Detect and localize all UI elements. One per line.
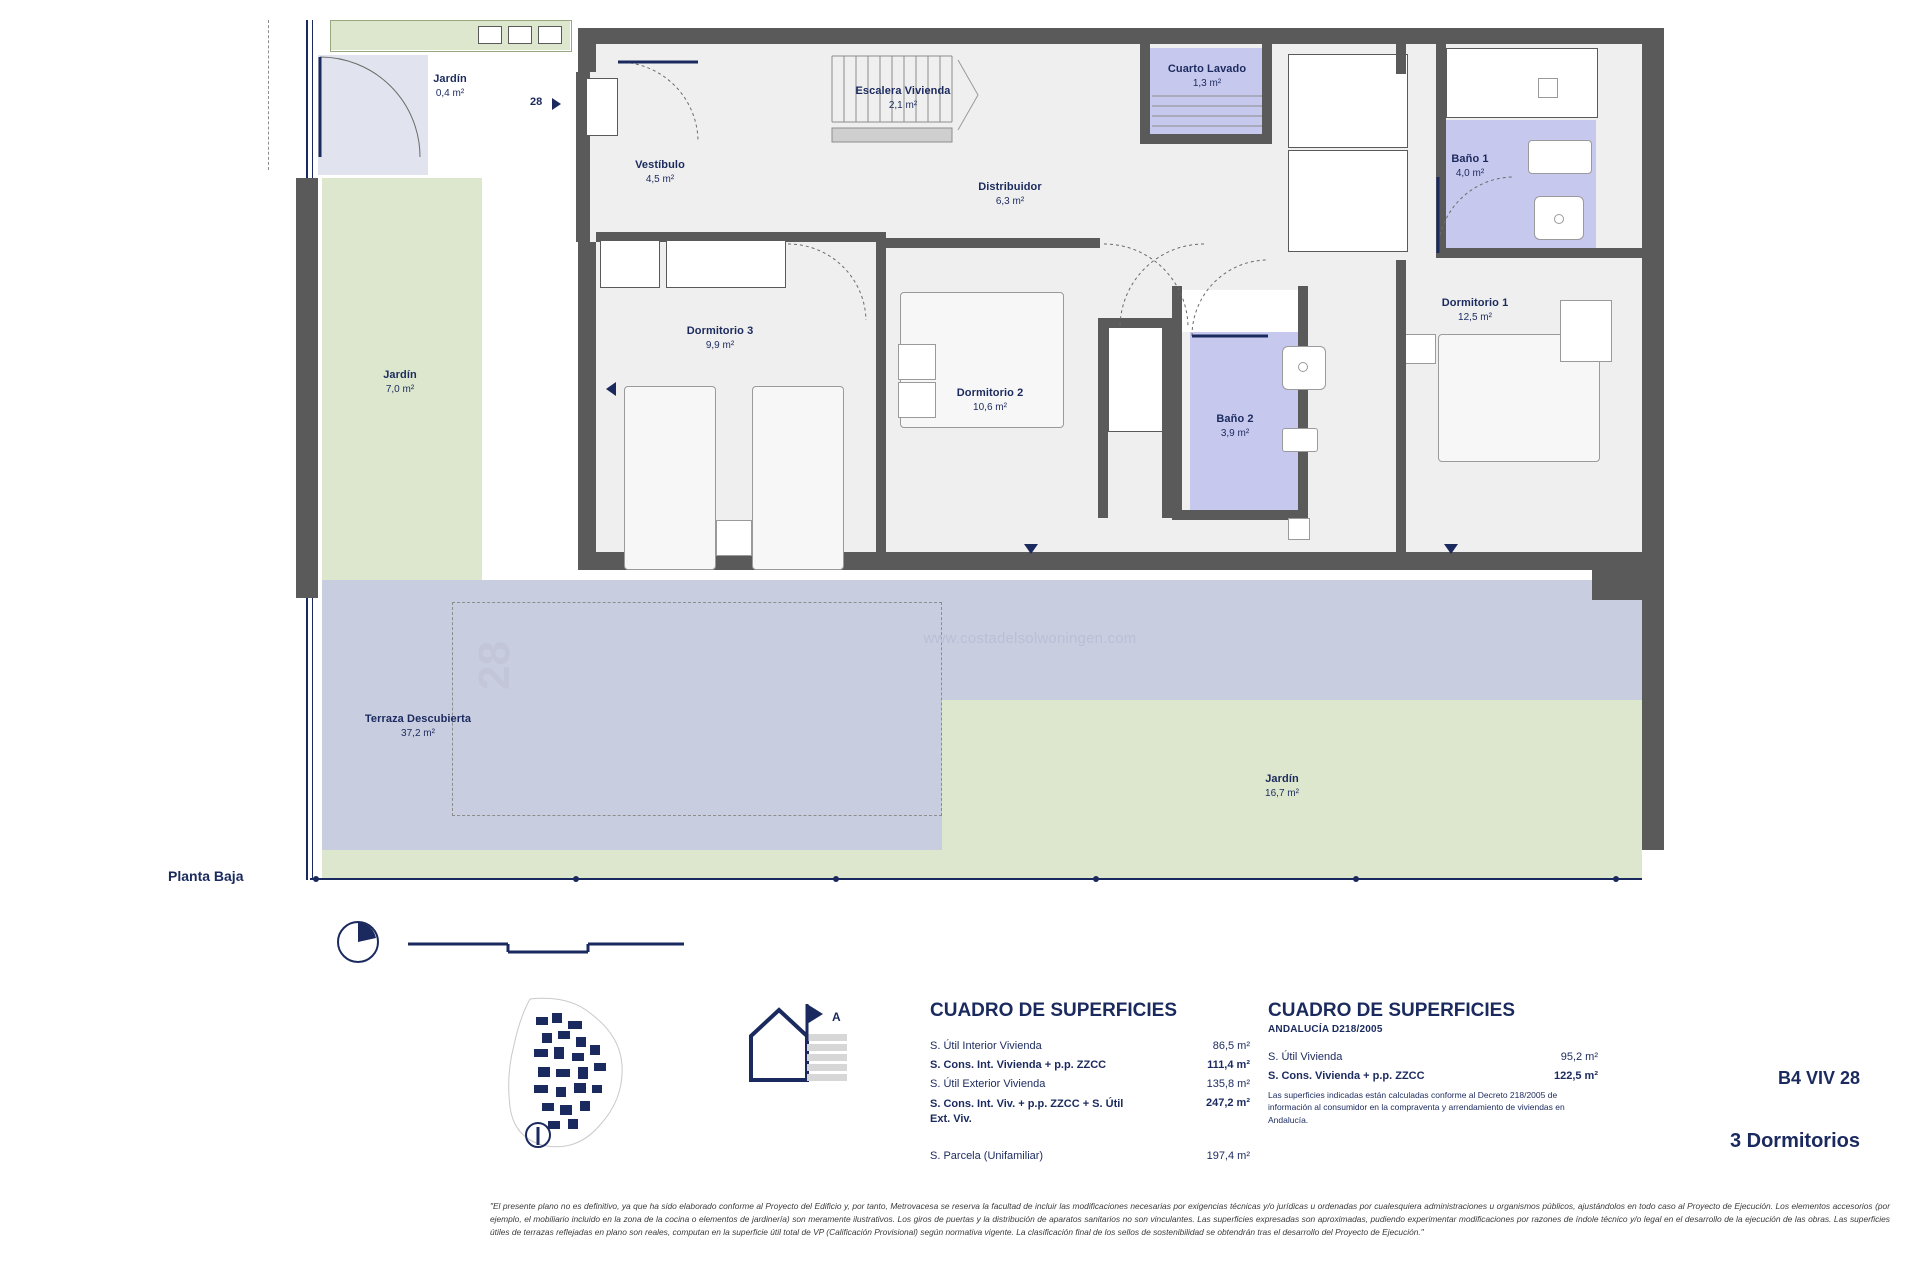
bedrooms-count: 3 Dormitorios (1729, 1130, 1860, 1152)
scale-bar (408, 938, 688, 954)
window-box-3 (538, 26, 562, 44)
room-area: 4,5 m² (645, 173, 675, 185)
room-label-jardin-left (340, 368, 460, 396)
unit-id: B4 VIV 28 (1777, 1068, 1860, 1088)
compass-icon (336, 920, 380, 964)
room-label-distribuidor (930, 180, 1090, 208)
window-marker-bedroom1-icon (1444, 544, 1458, 554)
unit-marker-label: 28 (530, 96, 543, 108)
bedroom1-wardrobe (1560, 300, 1612, 362)
bedroom1-nightstand-left (1404, 334, 1436, 364)
room-name: Cuarto Lavado (1167, 63, 1247, 75)
table-right-title: CUADRO DE SUPERFICIES (1268, 1000, 1516, 1021)
row-label: S. Útil Exterior Vivienda (930, 1078, 1046, 1090)
room-area: 3,9 m² (1220, 427, 1250, 439)
table-left-row (930, 1059, 1250, 1071)
table-left-row (930, 1040, 1250, 1052)
wall-entrance-left (296, 178, 318, 598)
row-label: S. Útil Interior Vivienda (930, 1040, 1042, 1052)
garden-small-outline (330, 20, 572, 52)
row-label: S. Cons. Int. Vivienda + p.p. ZZCC (930, 1059, 1107, 1071)
bedroom3-window-right (666, 240, 786, 288)
room-area: 2,1 m² (888, 99, 918, 111)
table-left-title: CUADRO DE SUPERFICIES (930, 1000, 1178, 1021)
vestibule-door-swing-icon (616, 60, 706, 150)
room-name: Dormitorio 1 (1441, 297, 1509, 309)
room-area: 7,0 m² (385, 383, 415, 395)
room-name: Jardín (383, 369, 417, 381)
room-name: Dormitorio 3 (686, 325, 754, 337)
bedroom2-nightstand-2 (898, 344, 936, 380)
wall-house-top (578, 28, 1664, 44)
wall-center-right-vertical-2 (1396, 44, 1406, 74)
bathroom1-upper-white (1446, 48, 1598, 118)
terrace-unit-number: 28 (470, 641, 519, 690)
room-area: 1,3 m² (1192, 77, 1222, 89)
table-right-note: Las superficies indicadas están calculadas conforme al Decreto 218/2005 de información al consumidor en la compraventa y arrendamiento de viviendas en Andalucía. (1268, 1090, 1565, 1125)
wall-bath2-right (1298, 286, 1308, 518)
window-box-2 (508, 26, 532, 44)
room-area: 9,9 m² (705, 339, 735, 351)
wall-closet-col-left (1098, 318, 1108, 518)
room-area: 16,7 m² (1265, 787, 1299, 799)
wall-closet-col-right (1162, 318, 1172, 518)
bathroom1-toilet (1538, 78, 1558, 98)
wall-right-outer (1642, 28, 1664, 850)
surface-table-right (1268, 1000, 1598, 1126)
room-area: 37,2 m² (401, 727, 435, 739)
bedroom3-door-swing-icon (786, 242, 876, 322)
room-name: Vestíbulo (635, 159, 685, 171)
wall-bedroom2-top (876, 238, 1100, 248)
table-right-row (1268, 1070, 1598, 1082)
row-value: 111,4 m² (1207, 1059, 1250, 1071)
room-label-terraza (308, 712, 528, 740)
row-label: S. Cons. Int. Viv. + p.p. ZZCC + S. Útil Ext. Viv. (930, 1098, 1124, 1126)
bathroom1-bathtub (1528, 140, 1592, 174)
row-value: 122,5 m² (1553, 1070, 1598, 1082)
unit-marker-dashline (268, 20, 270, 170)
row-label: S. Cons. Vivienda + p.p. ZZCC (1268, 1070, 1425, 1082)
row-value: 86,5 m² (1212, 1040, 1250, 1052)
window-marker-bedroom2-icon (1024, 544, 1038, 554)
room-name: Baño 2 (1216, 413, 1254, 425)
bathroom2-sink-drain-icon (1298, 362, 1308, 372)
room-label-escalera (818, 84, 988, 112)
room-area: 6,3 m² (995, 195, 1025, 207)
bathroom2-shower (1288, 518, 1310, 540)
vestibule-door-opening (586, 78, 618, 136)
bathroom1-sink-drain-icon (1554, 214, 1564, 224)
watermark: www.costadelsolwoningen.com (923, 630, 1137, 647)
row-value: 95,2 m² (1560, 1051, 1598, 1063)
window-box-1 (478, 26, 502, 44)
wall-house-bottom-right (1592, 570, 1664, 600)
room-label-dormitorio1 (1400, 296, 1550, 324)
room-area: 0,4 m² (435, 87, 465, 99)
room-label-cuarto-lavado (1142, 62, 1272, 90)
bedroom3-bed-right (752, 386, 844, 570)
room-name: Jardín (1265, 773, 1299, 785)
surface-table-left (930, 1000, 1250, 1169)
room-area: 4,0 m² (1455, 167, 1485, 179)
laundry-stairs-icon (1152, 92, 1262, 138)
room-area: 10,6 m² (973, 401, 1007, 413)
room-label-jardin-small (390, 72, 510, 100)
north-marker-label: A (832, 1010, 841, 1024)
bathroom1-door-swing-icon (1436, 175, 1516, 255)
room-name: Baño 1 (1451, 153, 1489, 165)
bedroom3-nightstand (716, 520, 752, 556)
row-value: 135,8 m² (1206, 1078, 1250, 1090)
room-name: Distribuidor (978, 181, 1042, 193)
row-label: S. Parcela (Unifamiliar) (930, 1149, 1044, 1162)
table-left-row (930, 1150, 1250, 1162)
plot-boundary-ticks (310, 872, 1650, 888)
row-value: 247,2 m² (1205, 1097, 1250, 1109)
room-label-jardin-right (1212, 772, 1352, 800)
bedroom3-window-left (600, 240, 660, 288)
room-label-bano1 (1410, 152, 1530, 180)
room-label-dormitorio3 (640, 324, 800, 352)
distributor-door-swing-icon (1100, 240, 1210, 328)
room-name: Terraza Descubierta (364, 713, 472, 725)
site-map-thumbnail (490, 995, 670, 1160)
table-left-row (930, 1078, 1250, 1090)
closet-upper-right-2 (1288, 150, 1408, 252)
window-marker-bedroom3-left-icon (606, 382, 616, 396)
table-left-row (930, 1097, 1250, 1128)
room-area: 12,5 m² (1458, 311, 1492, 323)
room-name: Dormitorio 2 (956, 387, 1024, 399)
bedroom3-bed-left (624, 386, 716, 570)
closet-between-bedroom2-bath2 (1108, 320, 1164, 432)
floor-label: Planta Baja (168, 868, 244, 884)
closet-upper-right (1288, 54, 1408, 148)
room-name: Escalera Vivienda (855, 85, 951, 97)
room-label-dormitorio2 (910, 386, 1070, 414)
room-label-vestibulo (600, 158, 720, 186)
row-label: S. Útil Vivienda (1268, 1051, 1343, 1063)
wall-bedroom2-left (876, 238, 886, 552)
legal-disclaimer: "El presente plano no es definitivo, ya que ha sido elaborado conforme al Proyecto del Edificio y, por tanto, Metrovacesa se reserva la facultad de incluir las modificaciones necesarias por exigencias técnicas y/o jurídicas u ordenadas por cualesquiera administraciones u organismos públicos, ajustándolos en todo caso al Proyecto de Ejecución. Los elementos accesorios (por ejemplo, el mobiliario incluido en la zona de la cocina o elementos de jardinería) son meramente ilustrativos. Los giros de puertas y la distribución de aparatos sanitarios no son vinculantes. Las superficies expresadas son aproximadas, pudiendo experimentar modificaciones por razones de índole técnico y/o legal en el desarrollo de la ejecución de las obras. Las superficies útiles de terrazas reflejadas en plano son reales, computan en la superficie útil total de VP (Calificación Provisional) según normativa vigente. La clasificación final de los sellos de sostenibilidad se obtendrán tras el desarrollo del Proyecto de Ejecución." (490, 1201, 1890, 1238)
table-right-row (1268, 1051, 1598, 1063)
room-name: Jardín (433, 73, 467, 85)
room-label-bano2 (1180, 412, 1290, 440)
row-value: 197,4 m² (1206, 1149, 1250, 1162)
wall-laundry-right (1262, 44, 1272, 142)
wall-laundry-left (1140, 44, 1150, 142)
table-right-subtitle: ANDALUCÍA D218/2005 (1268, 1024, 1383, 1035)
unit-marker-arrow-icon (552, 98, 561, 110)
